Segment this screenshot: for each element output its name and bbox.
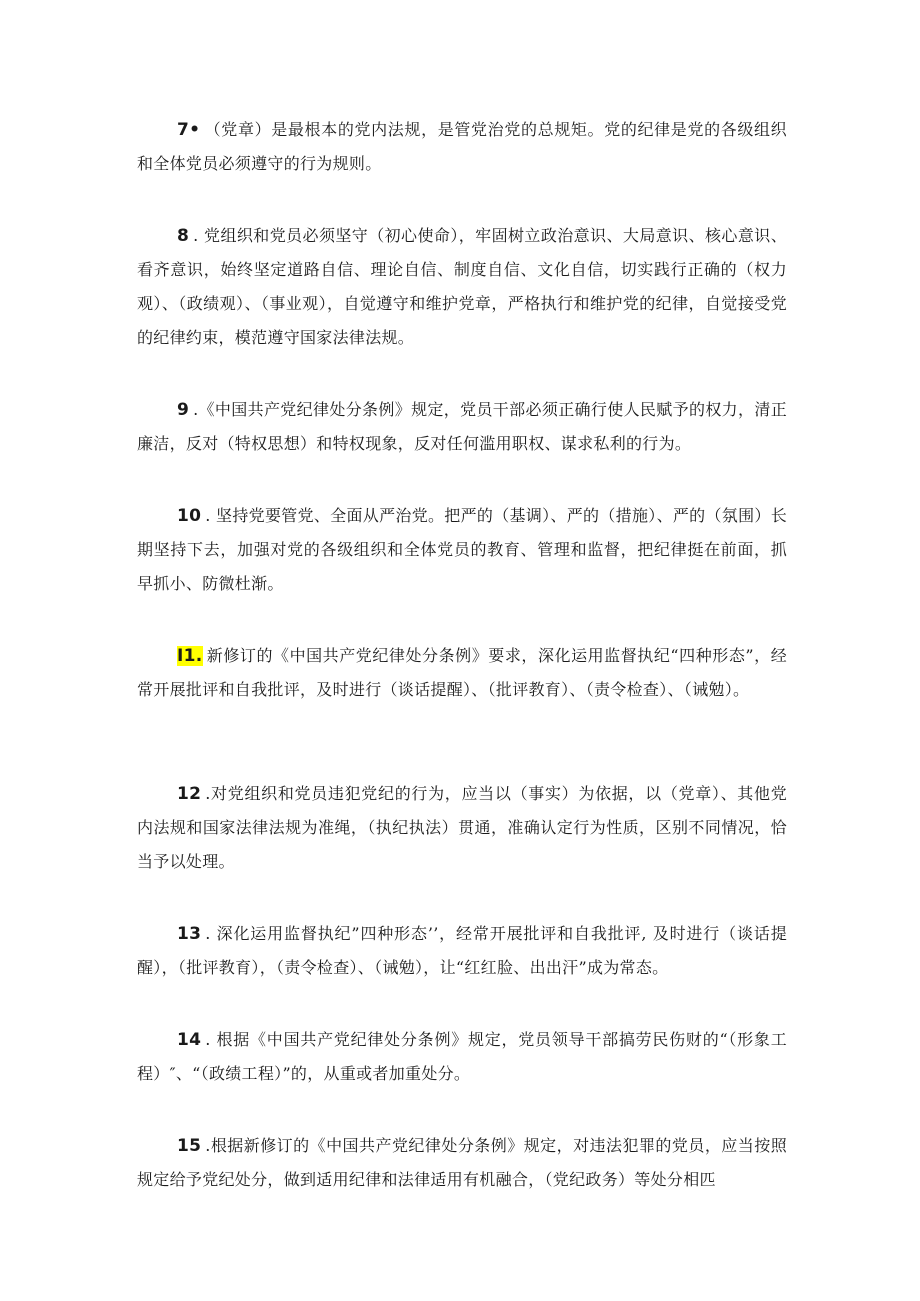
item-text: （党章）是最根本的党内法规，是管党治党的总规矩。党的纪律是党的各级组织和全体党员必须遵守的行为规则。	[137, 120, 787, 173]
item-text: .《中国共产党纪律处分条例》规定，党员干部必须正确行使人民赋予的权力，清正廉洁，反对（特权思想）和特权现象，反对任何滥用职权、谋求私利的行为。	[137, 400, 787, 453]
list-item	[137, 499, 787, 601]
item-text: . 深化运用监督执纪”四种形态’’，经常开展批评和自我批评, 及时进行（谈话提醒），（批评教育），（责令检查）、（诫勉），让“红红脸、出出汗”成为常态。	[137, 924, 787, 977]
item-number: 14	[177, 1030, 202, 1050]
item-number: 13	[177, 924, 202, 944]
item-text: .对党组织和党员违犯党纪的行为，应当以（事实）为依据，以（党章）、其他党内法规和国家法律法规为准绳，（执纪执法）贯通，准确认定行为性质，区别不同情况，恰当予以处理。	[137, 784, 787, 871]
list-item	[137, 639, 787, 707]
item-text: 新修订的《中国共产党纪律处分条例》要求，深化运用监督执纪“四种形态”，经常开展批评和自我批评，及时进行（谈话提醒）、（批评教育）、（责令检查）、（诫勉）。	[137, 646, 787, 699]
item-number: 10	[177, 506, 202, 526]
item-number-highlighted: I1.	[177, 646, 203, 666]
item-number: 9	[177, 400, 190, 420]
item-number: 12	[177, 784, 202, 804]
list-item	[137, 393, 787, 461]
list-item	[137, 1023, 787, 1091]
list-item	[137, 777, 787, 879]
item-text: . 根据《中国共产党纪律处分条例》规定，党员领导干部搞劳民伤财的“（形象工程）″、“（政绩工程）”的，从重或者加重处分。	[137, 1030, 787, 1083]
list-item	[137, 219, 787, 355]
list-item	[137, 113, 787, 181]
item-text: . 党组织和党员必须坚守（初心使命），牢固树立政治意识、大局意识、核心意识、看齐意识，始终坚定道路自信、理论自信、制度自信、文化自信，切实践行正确的（权力观）、（政绩观）、（事业观），自觉遵守和维护党章，严格执行和维护党的纪律，自觉接受党的纪律约束，模范遵守国家法律法规。	[137, 226, 787, 347]
item-number: 8	[177, 226, 190, 246]
list-item	[137, 917, 787, 985]
item-number: 15	[177, 1136, 202, 1156]
item-text: . 坚持党要管党、全面从严治党。把严的（基调）、严的（措施）、严的（氛围）长期坚持下去，加强对党的各级组织和全体党员的教育、管理和监督，把纪律挺在前面，抓早抓小、防微杜渐。	[137, 506, 787, 593]
item-text: .根据新修订的《中国共产党纪律处分条例》规定，对违法犯罪的党员，应当按照规定给予党纪处分，做到适用纪律和法律适用有机融合，（党纪政务）等处分相匹	[137, 1136, 787, 1189]
list-item	[137, 1129, 787, 1197]
item-number: 7•	[177, 120, 201, 140]
